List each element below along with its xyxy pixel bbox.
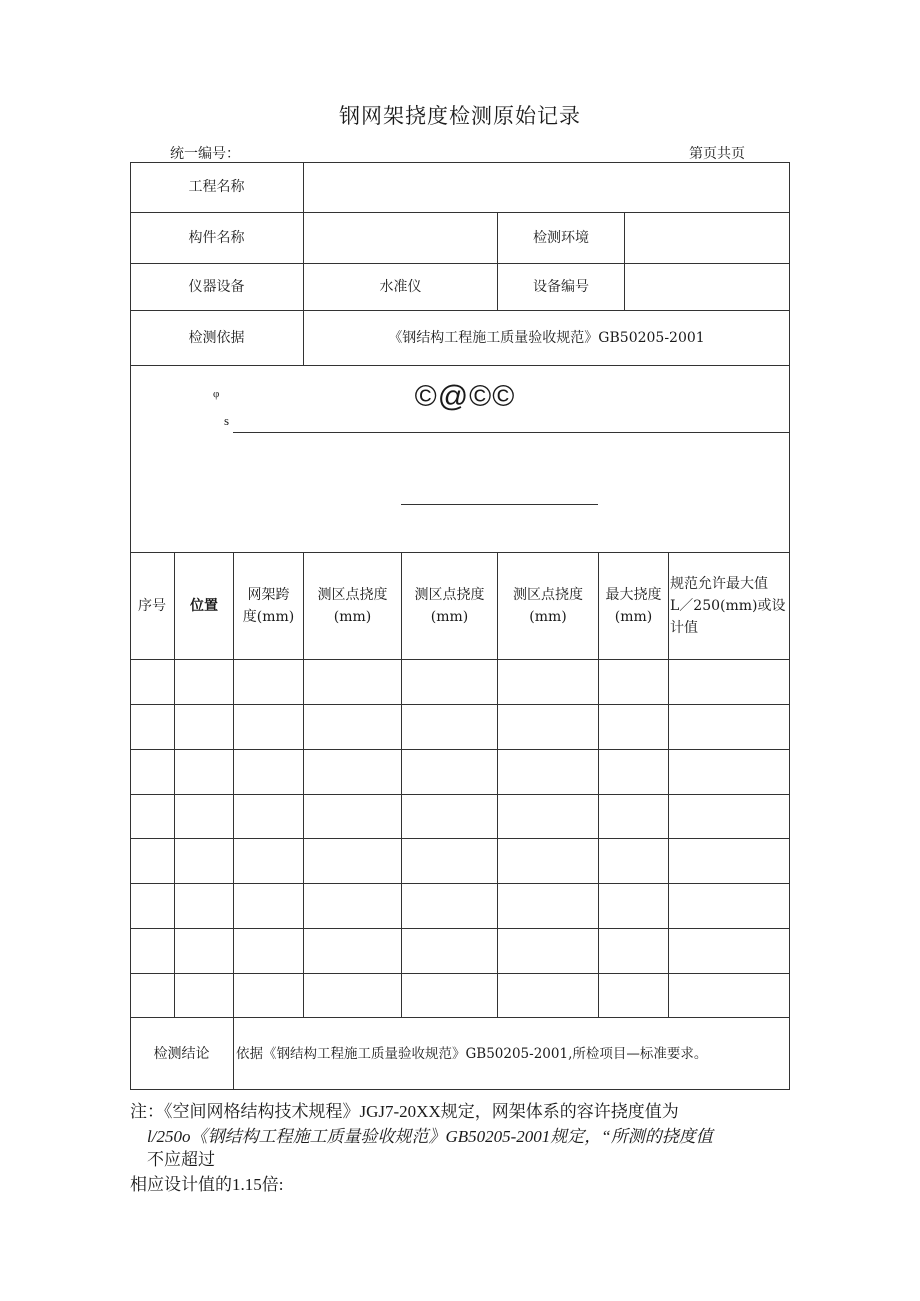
form-bottom-border bbox=[130, 1089, 790, 1090]
row-divider bbox=[130, 749, 790, 750]
note-line-4: 相应设计值的1.15倍: bbox=[130, 1175, 284, 1194]
conclusion-label: 检测结论 bbox=[153, 1045, 210, 1062]
environment-label: 检测环境 bbox=[533, 230, 589, 246]
note-line-1: 注：《空间网格结构技术规程》JGJ7-20XX规定，网架体系的容许挠度值为 bbox=[130, 1102, 679, 1121]
row-divider bbox=[130, 838, 790, 839]
header-point1-line1: 测区点挠度 bbox=[317, 587, 388, 603]
header-point3-line1: 测区点挠度 bbox=[513, 587, 583, 603]
header-point2 bbox=[402, 553, 497, 659]
header-position: 位置 bbox=[190, 598, 218, 614]
row-divider bbox=[130, 365, 790, 366]
conclusion-text: 依据《钢结构工程施工质量验收规范》GB50205-2001,所检项目—标准要求。 bbox=[236, 1045, 708, 1062]
serial-number-label: 统一编号： bbox=[170, 146, 240, 162]
row-divider bbox=[130, 973, 790, 974]
header-seq: 序号 bbox=[138, 598, 166, 614]
header-point1 bbox=[304, 553, 401, 659]
header-allowable-line3: 计值 bbox=[670, 620, 698, 636]
form-right-border bbox=[789, 162, 790, 1090]
instrument-label: 仪器设备 bbox=[188, 279, 245, 295]
header-point3-line2: (mm) bbox=[529, 609, 567, 625]
instrument-field[interactable]: 水准仪 bbox=[379, 279, 422, 295]
row-divider bbox=[130, 704, 790, 705]
header-max bbox=[599, 553, 668, 659]
row-divider bbox=[130, 794, 790, 795]
header-allowable-line2: L／250(mm)或设 bbox=[670, 598, 786, 614]
basis-label: 检测依据 bbox=[188, 330, 245, 346]
row-divider bbox=[130, 928, 790, 929]
header-span bbox=[234, 553, 303, 659]
note-line-3: 不应超过 bbox=[147, 1150, 215, 1169]
project-name-field[interactable] bbox=[304, 162, 789, 212]
header-point2-line1: 测区点挠度 bbox=[414, 587, 485, 603]
environment-field[interactable] bbox=[625, 213, 789, 263]
s-symbol: s bbox=[224, 413, 230, 428]
grid-span-line bbox=[233, 432, 790, 433]
device-no-field[interactable] bbox=[625, 264, 789, 310]
header-point1-line2: (mm) bbox=[333, 609, 372, 625]
header-point2-line2: (mm) bbox=[430, 609, 469, 625]
member-name-label: 构件名称 bbox=[188, 230, 245, 246]
header-allowable-line1: 规范允许最大值 bbox=[670, 576, 768, 592]
col-divider bbox=[668, 552, 669, 1017]
header-allowable bbox=[670, 553, 789, 659]
row-divider bbox=[130, 659, 790, 660]
page-count-label: 第页共页 bbox=[689, 146, 745, 162]
header-span-line2: 度(mm) bbox=[242, 609, 295, 625]
note-line-2: l/250o《钢结构工程施工质量验收规范》GB50205-2001规定，“所测的挠度值 bbox=[147, 1127, 713, 1146]
member-name-field[interactable] bbox=[304, 213, 497, 263]
row-divider bbox=[130, 883, 790, 884]
record-form bbox=[130, 162, 790, 1090]
measuring-points-symbols: ©@©© bbox=[414, 380, 516, 413]
baseline-line bbox=[401, 504, 598, 505]
header-point3 bbox=[498, 553, 598, 659]
page-title: 钢网架挠度检测原始记录 bbox=[339, 104, 581, 128]
device-no-label: 设备编号 bbox=[533, 279, 589, 295]
header-max-line2: (mm) bbox=[614, 609, 653, 625]
basis-field[interactable]: 《钢结构工程施工质量验收规范》GB50205-2001 bbox=[388, 330, 705, 346]
header-span-line1: 网架跨 bbox=[247, 587, 290, 603]
project-name-label: 工程名称 bbox=[188, 179, 245, 195]
phi-symbol: φ bbox=[213, 388, 220, 400]
header-max-line1: 最大挠度 bbox=[605, 587, 662, 603]
